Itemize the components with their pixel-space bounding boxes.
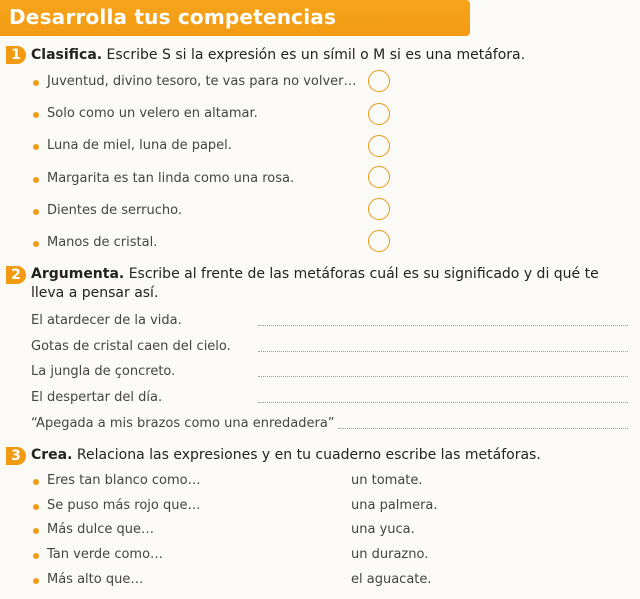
expression-item: Más alto que… [47, 572, 144, 587]
bullet [33, 479, 39, 485]
section-1-instruction-text: Escribe S si la expresión es un símil o M si es una metáfora. [106, 47, 526, 63]
match-option: una yuca. [351, 522, 415, 537]
answer-line[interactable] [258, 351, 628, 352]
answer-circle[interactable] [368, 70, 390, 92]
answer-circle[interactable] [368, 230, 390, 252]
match-option: un durazno. [351, 547, 429, 562]
section-1-instruction [31, 46, 525, 65]
metaphor-item: El despertar del día. [31, 390, 163, 405]
bullet [33, 80, 39, 86]
section-3-instruction-text: Relaciona las expresiones y en tu cuaderno escribe las metáforas. [76, 447, 541, 463]
bullet [33, 209, 39, 215]
bullet [33, 241, 39, 247]
exercise-1-item: Luna de miel, luna de papel. [47, 138, 232, 153]
expression-item: Tan verde como… [47, 547, 164, 562]
section-2-instruction-text: Escribe al frente de las metáforas cuál es su significado y di qué te [128, 266, 599, 282]
section-1-heading: Clasifica. [31, 47, 103, 63]
match-option: un tomate. [351, 473, 423, 488]
bullet [33, 504, 39, 510]
answer-circle[interactable] [368, 135, 390, 157]
metaphor-item: “Apegada a mis brazos como una enredadera” [31, 416, 335, 431]
page-title: Desarrolla tus competencias [9, 5, 337, 29]
exercise-1-item: Solo como un velero en altamar. [47, 106, 258, 121]
section-3-number: 3 [6, 447, 26, 465]
expression-item: Eres tan blanco como… [47, 473, 201, 488]
exercise-1-item: Margarita es tan linda como una rosa. [47, 171, 295, 186]
metaphor-item: El atardecer de la vida. [31, 313, 182, 328]
match-option: el aguacate. [351, 572, 432, 587]
answer-circle[interactable] [368, 103, 390, 125]
answer-circle[interactable] [368, 166, 390, 188]
answer-line[interactable] [258, 376, 628, 377]
answer-line[interactable] [338, 428, 628, 429]
exercise-1-item: Juventud, divino tesoro, te vas para no volver… [47, 74, 357, 89]
section-2-instruction-line2: lleva a pensar así. [31, 285, 159, 301]
answer-line[interactable] [258, 325, 628, 326]
metaphor-item: La jungla de çoncreto. [31, 364, 176, 379]
section-2-instruction [31, 265, 599, 284]
exercise-1-item: Dientes de serrucho. [47, 203, 182, 218]
bullet [33, 177, 39, 183]
section-2-number: 2 [6, 266, 26, 284]
answer-circle[interactable] [368, 198, 390, 220]
bullet [33, 112, 39, 118]
section-3-heading: Crea. [31, 447, 73, 463]
metaphor-item: Gotas de cristal caen del cielo. [31, 339, 231, 354]
match-option: una palmera. [351, 498, 438, 513]
bullet [33, 578, 39, 584]
section-3-instruction [31, 446, 541, 465]
bullet [33, 144, 39, 150]
bullet [33, 528, 39, 534]
section-1-number: 1 [6, 46, 26, 64]
exercise-1-item: Manos de cristal. [47, 235, 158, 250]
answer-line[interactable] [258, 402, 628, 403]
section-2-heading: Argumenta. [31, 266, 125, 282]
bullet [33, 553, 39, 559]
expression-item: Se puso más rojo que… [47, 498, 201, 513]
expression-item: Más dulce que… [47, 522, 154, 537]
